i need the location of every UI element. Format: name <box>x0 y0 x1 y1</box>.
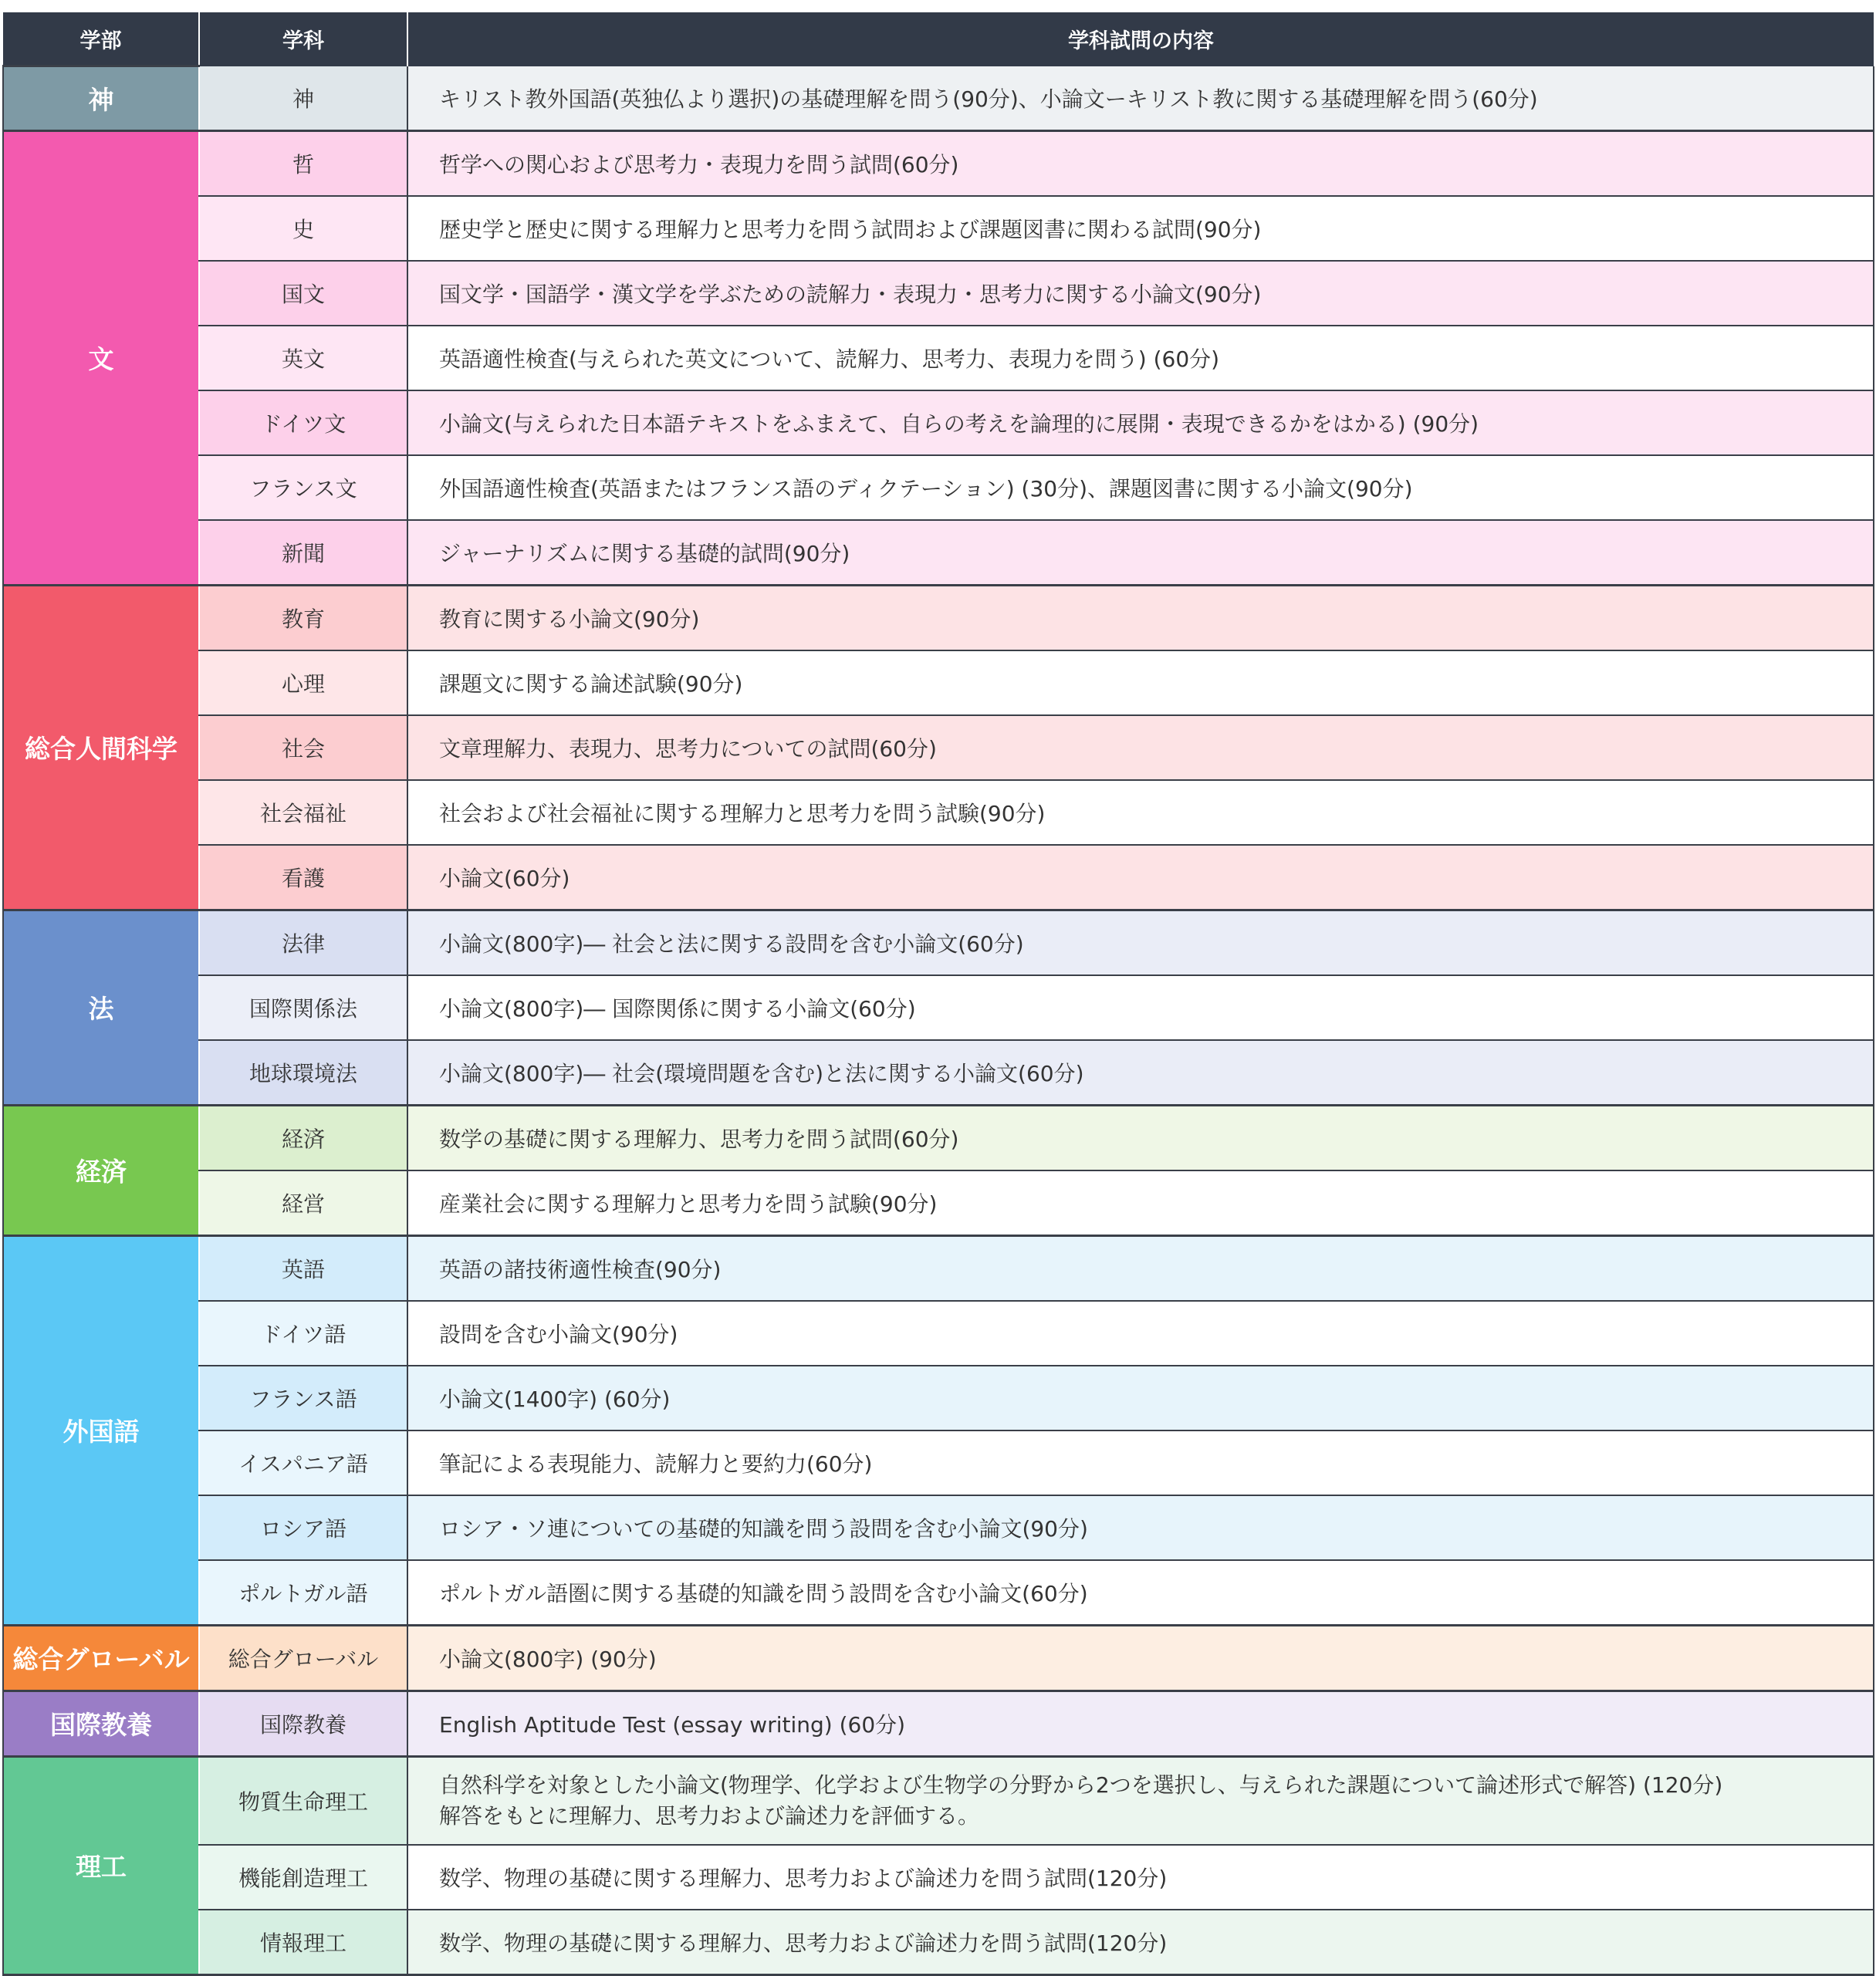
department-cell: イスパニア語 <box>199 1430 407 1495</box>
department-cell: 社会福祉 <box>199 780 407 845</box>
table-body <box>3 66 1874 1975</box>
table-row <box>3 650 1874 715</box>
exam-content-cell: 小論文(与えられた日本語テキストをふまえて、自らの考えを論理的に展開・表現できるかをはかる) (90分) <box>407 390 1874 455</box>
exam-content-cell: 歴史学と歴史に関する理解力と思考力を問う試問および課題図書に関わる試問(90分) <box>407 196 1874 261</box>
department-cell: ロシア語 <box>199 1495 407 1560</box>
exam-content-cell: ポルトガル語圏に関する基礎的知識を問う設問を含む小論文(60分) <box>407 1560 1874 1626</box>
table-row <box>3 585 1874 650</box>
faculty-cell: 法 <box>3 910 199 1105</box>
department-cell: 経済 <box>199 1105 407 1170</box>
department-cell: 看護 <box>199 845 407 910</box>
faculty-cell: 文 <box>3 130 199 585</box>
exam-content-cell: 数学の基礎に関する理解力、思考力を問う試問(60分) <box>407 1105 1874 1170</box>
exam-content-cell: 数学、物理の基礎に関する理解力、思考力および論述力を問う試問(120分) <box>407 1845 1874 1910</box>
table-row <box>3 1910 1874 1975</box>
table-row <box>3 1170 1874 1236</box>
exam-content-cell: 小論文(800字)― 社会と法に関する設問を含む小論文(60分) <box>407 910 1874 975</box>
department-cell: 心理 <box>199 650 407 715</box>
table-row <box>3 715 1874 780</box>
department-cell: フランス語 <box>199 1366 407 1430</box>
header-faculty: 学部 <box>3 12 199 66</box>
department-cell: 法律 <box>199 910 407 975</box>
table-row <box>3 1366 1874 1430</box>
exam-content-cell: 社会および社会福祉に関する理解力と思考力を問う試験(90分) <box>407 780 1874 845</box>
table-row <box>3 520 1874 586</box>
table-row <box>3 1560 1874 1626</box>
exam-content-line-1: 自然科学を対象とした小論文(物理学、化学および生物学の分野から2つを選択し、与えられた課題について論述形式で解答) (120分) <box>439 1772 1723 1798</box>
department-cell: 物質生命理工 <box>199 1756 407 1845</box>
table-row <box>3 1301 1874 1366</box>
table-row <box>3 1495 1874 1560</box>
faculty-cell: 神 <box>3 66 199 131</box>
exam-content-cell: ロシア・ソ連についての基礎的知識を問う設問を含む小論文(90分) <box>407 1495 1874 1560</box>
table-row <box>3 1040 1874 1106</box>
department-cell: ドイツ文 <box>199 390 407 455</box>
table-row <box>3 130 1874 196</box>
exam-content-cell: 英語適性検査(与えられた英文について、読解力、思考力、表現力を問う) (60分) <box>407 326 1874 390</box>
department-cell: 国際関係法 <box>199 975 407 1040</box>
department-cell: 情報理工 <box>199 1910 407 1975</box>
department-cell: 社会 <box>199 715 407 780</box>
header-content: 学科試問の内容 <box>407 12 1874 66</box>
exam-content-cell: 小論文(800字)― 社会(環境問題を含む)と法に関する小論文(60分) <box>407 1040 1874 1106</box>
exam-content-cell <box>407 1756 1874 1845</box>
exam-content-cell: 小論文(1400字) (60分) <box>407 1366 1874 1430</box>
table-row <box>3 196 1874 261</box>
exam-content-table-wrapper <box>2 12 1873 1976</box>
header-department: 学科 <box>199 12 407 66</box>
department-cell: 総合グローバル <box>199 1625 407 1691</box>
department-cell: 地球環境法 <box>199 1040 407 1106</box>
exam-content-cell: キリスト教外国語(英独仏より選択)の基礎理解を問う(90分)、小論文ーキリスト教に関する基礎理解を問う(60分) <box>407 66 1874 131</box>
exam-content-cell: 筆記による表現能力、読解力と要約力(60分) <box>407 1430 1874 1495</box>
table-row <box>3 1691 1874 1756</box>
table-row <box>3 1625 1874 1691</box>
department-cell: 英文 <box>199 326 407 390</box>
department-cell: 哲 <box>199 130 407 196</box>
department-cell: 経営 <box>199 1170 407 1236</box>
department-cell: 国文 <box>199 261 407 326</box>
table-row <box>3 780 1874 845</box>
exam-content-cell: 小論文(60分) <box>407 845 1874 910</box>
exam-content-cell: 小論文(800字) (90分) <box>407 1625 1874 1691</box>
department-cell: ドイツ語 <box>199 1301 407 1366</box>
faculty-cell: 総合グローバル <box>3 1625 199 1691</box>
faculty-cell: 総合人間科学 <box>3 585 199 910</box>
department-cell: フランス文 <box>199 455 407 520</box>
table-row <box>3 910 1874 975</box>
exam-content-cell: ジャーナリズムに関する基礎的試問(90分) <box>407 520 1874 586</box>
faculty-cell: 国際教養 <box>3 1691 199 1756</box>
exam-content-cell: 外国語適性検査(英語またはフランス語のディクテーション) (30分)、課題図書に関する小論文(90分) <box>407 455 1874 520</box>
exam-content-cell: 産業社会に関する理解力と思考力を問う試験(90分) <box>407 1170 1874 1236</box>
exam-content-cell: English Aptitude Test (essay writing) (60分) <box>407 1691 1874 1756</box>
table-row <box>3 1430 1874 1495</box>
exam-content-cell: 文章理解力、表現力、思考力についての試問(60分) <box>407 715 1874 780</box>
exam-content-table <box>2 12 1874 1976</box>
table-row <box>3 1756 1874 1845</box>
exam-content-cell: 英語の諸技術適性検査(90分) <box>407 1235 1874 1301</box>
table-row <box>3 326 1874 390</box>
faculty-cell: 理工 <box>3 1756 199 1974</box>
department-cell: ポルトガル語 <box>199 1560 407 1626</box>
faculty-cell: 外国語 <box>3 1235 199 1625</box>
exam-content-cell: 哲学への関心および思考力・表現力を問う試問(60分) <box>407 130 1874 196</box>
table-row <box>3 1105 1874 1170</box>
faculty-cell: 経済 <box>3 1105 199 1235</box>
table-row <box>3 390 1874 455</box>
department-cell: 史 <box>199 196 407 261</box>
exam-content-cell: 課題文に関する論述試験(90分) <box>407 650 1874 715</box>
exam-content-cell: 小論文(800字)― 国際関係に関する小論文(60分) <box>407 975 1874 1040</box>
table-row <box>3 1845 1874 1910</box>
department-cell: 教育 <box>199 585 407 650</box>
table-row <box>3 845 1874 910</box>
exam-content-cell: 設問を含む小論文(90分) <box>407 1301 1874 1366</box>
exam-content-cell: 教育に関する小論文(90分) <box>407 585 1874 650</box>
department-cell: 機能創造理工 <box>199 1845 407 1910</box>
table-row <box>3 66 1874 131</box>
table-row <box>3 455 1874 520</box>
table-row <box>3 261 1874 326</box>
department-cell: 国際教養 <box>199 1691 407 1756</box>
department-cell: 神 <box>199 66 407 131</box>
department-cell: 新聞 <box>199 520 407 586</box>
table-row <box>3 1235 1874 1301</box>
exam-content-line-2: 解答をもとに理解力、思考力および論述力を評価する。 <box>439 1802 980 1829</box>
exam-content-cell: 数学、物理の基礎に関する理解力、思考力および論述力を問う試問(120分) <box>407 1910 1874 1975</box>
exam-content-cell: 国文学・国語学・漢文学を学ぶための読解力・表現力・思考力に関する小論文(90分) <box>407 261 1874 326</box>
table-row <box>3 975 1874 1040</box>
header-row <box>3 12 1874 66</box>
department-cell: 英語 <box>199 1235 407 1301</box>
